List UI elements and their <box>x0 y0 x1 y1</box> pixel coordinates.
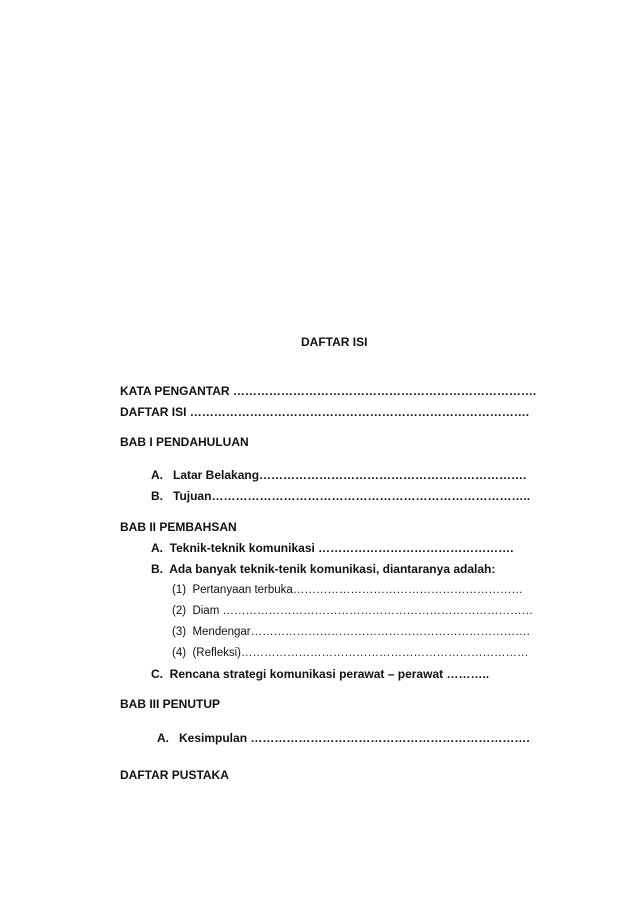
toc-entry-kata-pengantar: KATA PENGANTAR …………………………………………………………………. <box>120 384 537 398</box>
toc-heading-bab-1: BAB I PENDAHULUAN <box>120 435 249 449</box>
toc-heading-daftar-pustaka: DAFTAR PUSTAKA <box>120 768 229 782</box>
toc-subentry-diam: (2) Diam ……………………………………………………………………… <box>172 605 533 617</box>
toc-entry-rencana-strategi: C. Rencana strategi komunikasi perawat – perawat ……….. <box>151 667 490 681</box>
toc-subentry-refleksi: (4) (Refleksi)………………………………………………………………… <box>172 647 529 659</box>
toc-subentry-mendengar: (3) Mendengar………………………………………………………………. <box>172 626 530 638</box>
toc-heading-bab-3: BAB III PENUTUP <box>120 697 221 711</box>
toc-entry-teknik-komunikasi: A. Teknik-teknik komunikasi …………………………………………. <box>151 541 514 555</box>
toc-heading-bab-2: BAB II PEMBAHSAN <box>120 520 237 534</box>
toc-entry-tujuan: B. Tujuan…………………………………………………………………….. <box>151 489 531 503</box>
page-title: DAFTAR ISI <box>301 335 368 349</box>
toc-entry-daftar-isi: DAFTAR ISI …………………………………………………………………………. <box>120 405 530 419</box>
toc-entry-ada-banyak-teknik: B. Ada banyak teknik-tenik komunikasi, diantaranya adalah: <box>151 562 496 576</box>
toc-entry-latar-belakang: A. Latar Belakang…………………………………………………………. <box>151 468 527 482</box>
toc-entry-kesimpulan: A. Kesimpulan ……………………………………………………………. <box>157 731 530 745</box>
toc-subentry-pertanyaan-terbuka: (1) Pertanyaan terbuka…………………………………………………… <box>172 584 523 596</box>
